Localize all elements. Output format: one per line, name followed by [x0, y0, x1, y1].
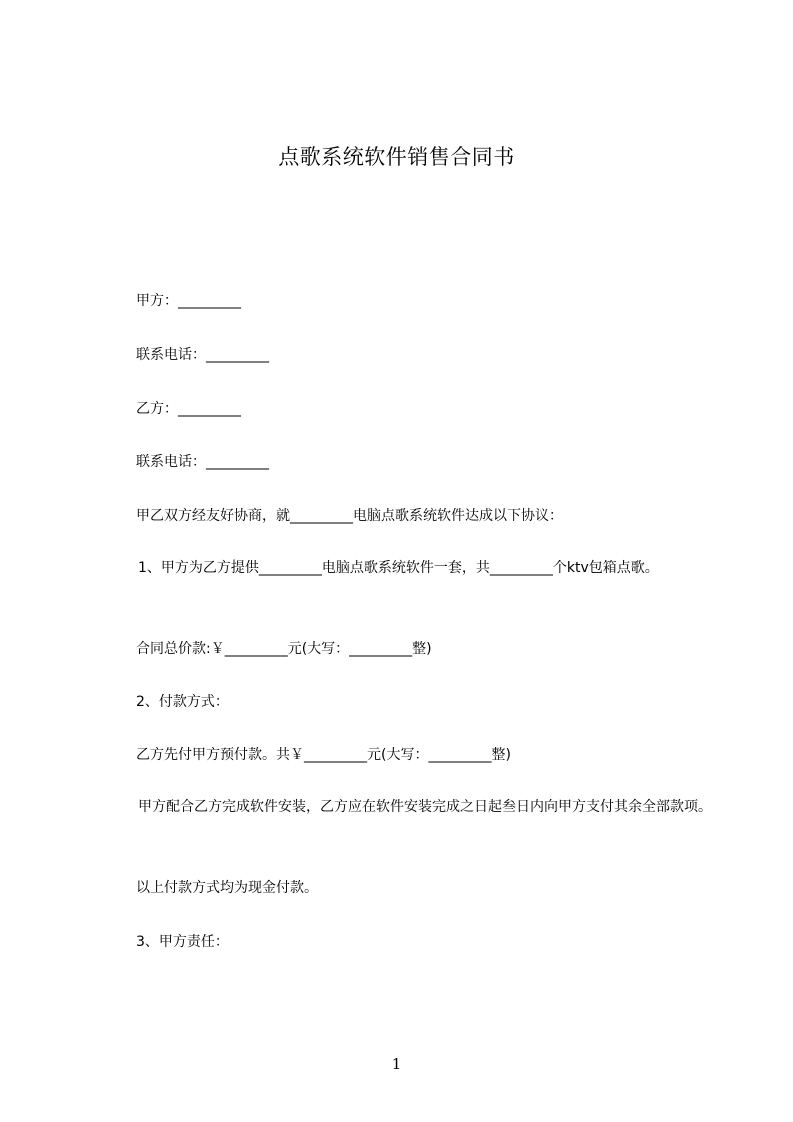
party-b-phone-line: 联系电话：_________	[136, 454, 269, 470]
clause-2-heading: 2、付款方式：	[136, 694, 229, 710]
party-a-phone-line: 联系电话：_________	[136, 347, 269, 363]
document-title: 点歌系统软件销售合同书	[278, 145, 515, 169]
party-a-line: 甲方：_________	[136, 293, 241, 309]
party-b-line: 乙方：_________	[136, 401, 241, 417]
page-number: 1	[391, 1055, 402, 1073]
prepayment-line: 乙方先付甲方预付款。共￥_________元(大写：_________整)	[136, 747, 511, 763]
cash-payment-note: 以上付款方式均为现金付款。	[136, 880, 318, 896]
intro-paragraph: 甲乙双方经友好协商，就_________电脑点歌系统软件达成以下协议：	[136, 508, 563, 524]
balance-payment-paragraph: 甲方配合乙方完成软件安装，乙方应在软件安装完成之日起叁日内向甲方支付其余全部款项。	[138, 799, 712, 815]
clause-3-heading: 3、甲方责任：	[136, 934, 229, 950]
total-price-line: 合同总价款:￥_________元(大写：_________整)	[136, 641, 432, 657]
clause-1-paragraph: 1、甲方为乙方提供_________电脑点歌系统软件一套，共_________个ktv包箱点歌。	[138, 560, 659, 576]
